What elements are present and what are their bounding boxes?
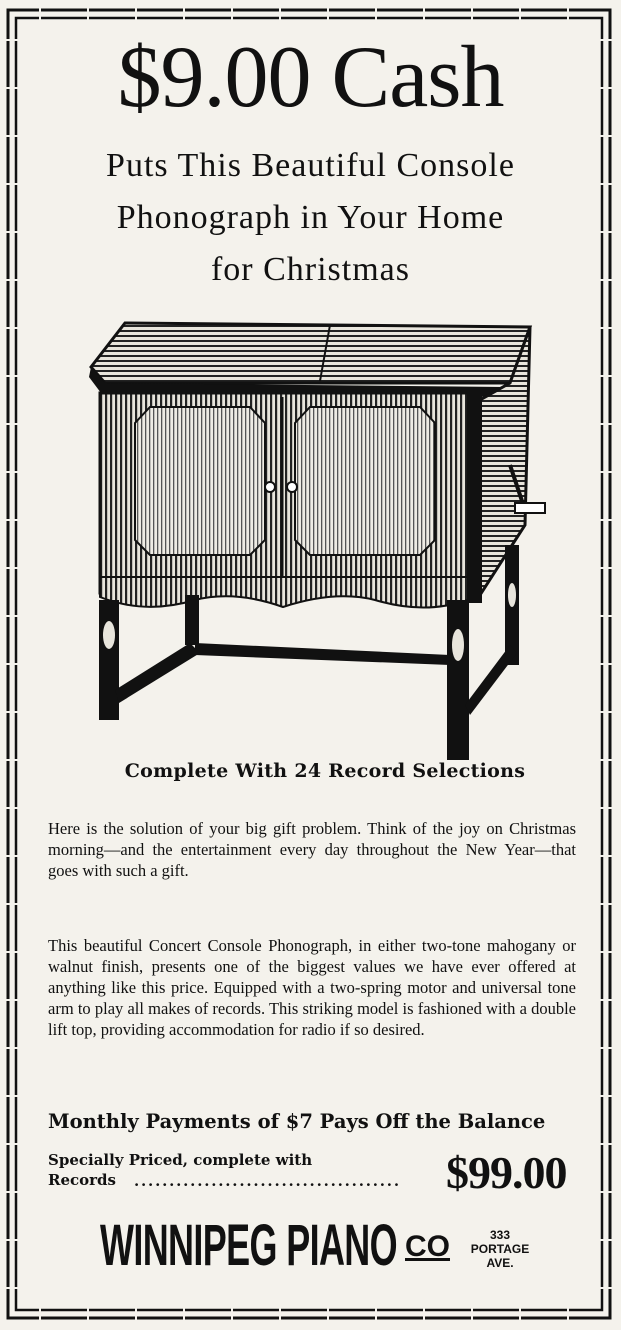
product-caption: Complete With 24 Record Selections [124, 760, 526, 782]
subheadline-line-1: Puts This Beautiful Console [106, 147, 515, 184]
address-suffix: AVE. [486, 1256, 514, 1270]
special-price-line-2: Records [48, 1171, 116, 1189]
special-price-line-1: Specially Priced, complete with [48, 1151, 313, 1169]
price-leader-dots: ...................................... [134, 1172, 401, 1190]
subheadline-line-2: Phonograph in Your Home [116, 199, 505, 236]
company-logo: WINNIPEG PIANO [100, 1213, 397, 1278]
monthly-payments-line: Monthly Payments of $7 Pays Off the Balance [48, 1110, 546, 1133]
description-paragraph: This beautiful Concert Console Phonograph, in either two-tone mahogany or walnut finish, presents one of the biggest values we have ever offered at anything like this price. Equipped with a two-spring motor and universal tone arm to play all makes of records. This striking model is fashioned with a double lift top, providing accommodation for radio if so desired. [48, 936, 576, 1039]
address-street: PORTAGE [470, 1242, 530, 1256]
intro-paragraph: Here is the solution of your big gift problem. Think of the joy on Christmas morning—and the entertainment every day throughout the New Year—that goes with such a gift. [48, 819, 576, 880]
company-logo-co: CO [405, 1230, 450, 1263]
headline: $9.00 Cash [117, 29, 504, 126]
subheadline-line-3: for Christmas [210, 251, 411, 288]
company-address [460, 1228, 540, 1270]
address-number: 333 [489, 1228, 511, 1242]
price: $99.00 [446, 1147, 567, 1198]
console-phonograph-illustration [85, 315, 550, 770]
